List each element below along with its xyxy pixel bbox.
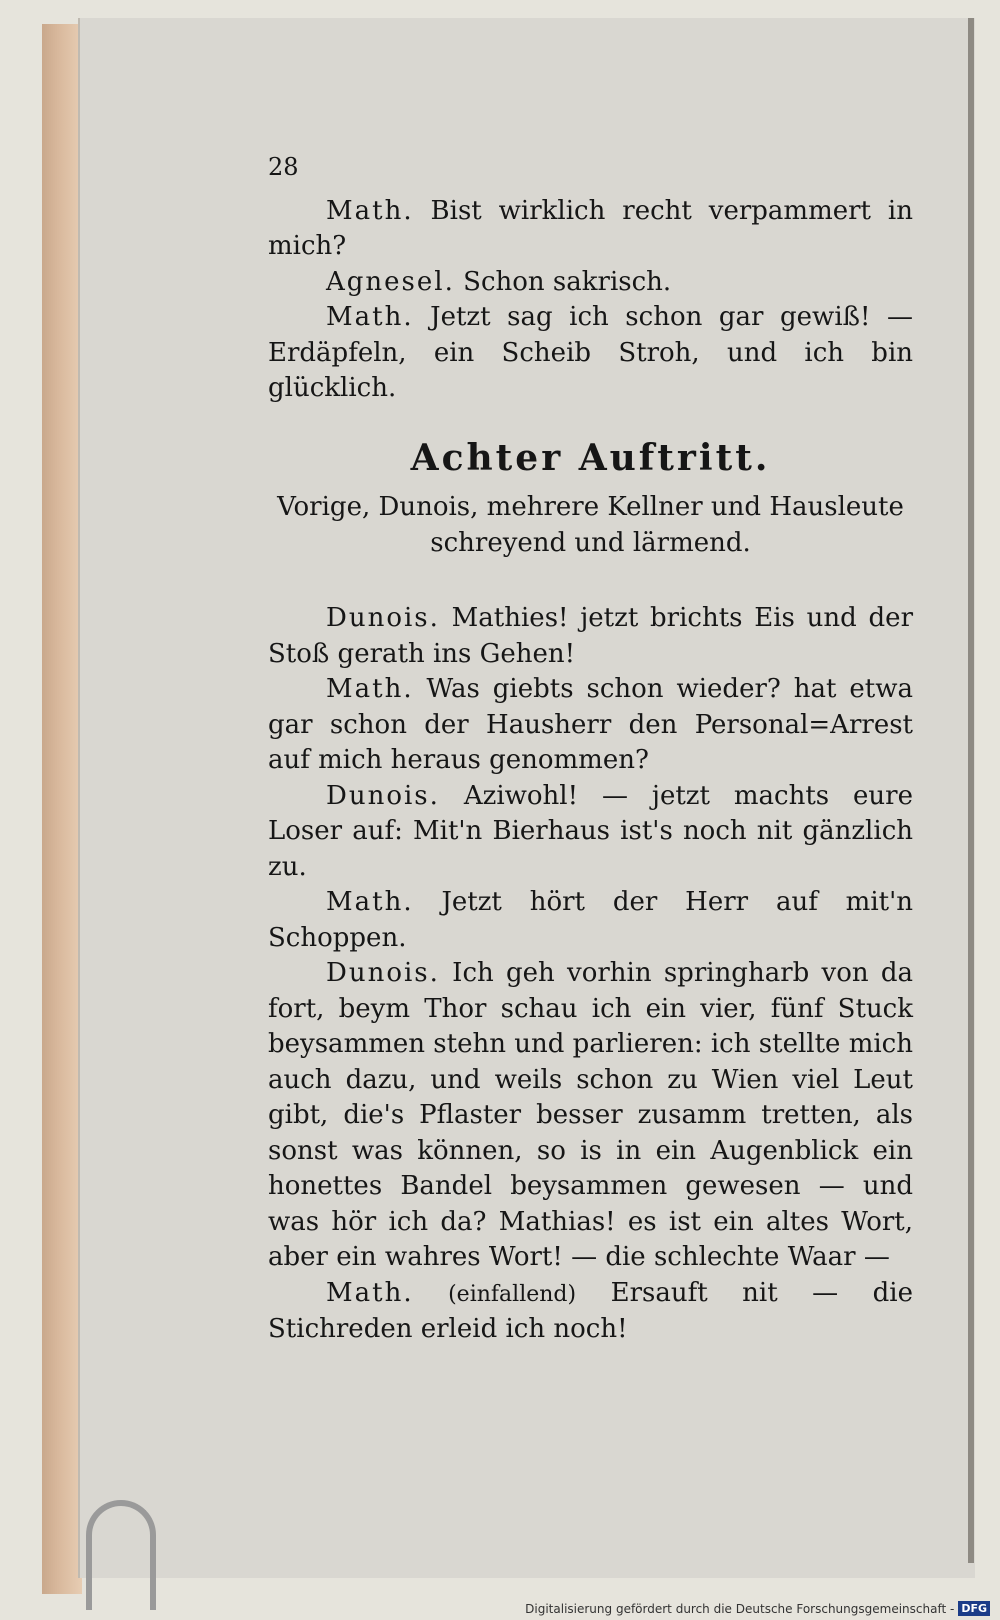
- line-text: Aziwohl! — jetzt machts eure Loser auf: Mit'n Bierhaus ist's noch nit gänzlich zu.: [268, 780, 913, 882]
- scene-title: Achter Auftritt.: [410, 436, 771, 479]
- digitization-credit: [525, 1601, 990, 1616]
- speaker: Dunois.: [326, 780, 440, 811]
- speaker: Math.: [326, 674, 414, 704]
- speaker: Math.: [326, 887, 414, 917]
- line-text: Schon sakrisch.: [454, 266, 672, 297]
- speaker: Dunois.: [326, 958, 440, 988]
- page-stack-edge: [42, 24, 82, 1594]
- page-clip: [86, 1500, 156, 1610]
- line-text: Mathies! jetzt brichts Eis und der Stoß gerath ins Gehen!: [268, 603, 913, 669]
- line-text: Ich geh vorhin springharb von da fort, beym Thor schau ich ein vier, fünf Stuck beysammen stehn und parlieren: ich stellte mich auch dazu, und weils schon zu Wien viel Leut gibt, die's Pflaster besser zusamm tretten, als sonst was können, so is in ein Augenblick ein honettes Bandel beysammen gewesen — und was hör ich da? Mathias! es ist ein altes Wort, aber ein wahres Wort! — die schlechte Waar —: [268, 958, 913, 1272]
- line-text: Bist wirklich recht verpammert in mich?: [268, 195, 913, 261]
- dialogue-line: [268, 1276, 913, 1348]
- line-text: Ersauft nit — die Stichreden erleid ich noch!: [268, 1277, 914, 1344]
- page-number: 28: [268, 153, 299, 181]
- dialogue-line: [268, 601, 913, 672]
- dialogue-line: [268, 672, 913, 779]
- credit-text: Digitalisierung gefördert durch die Deutsche Forschungsgemeinschaft -: [525, 1601, 955, 1616]
- speaker: Dunois.: [326, 603, 440, 633]
- page-text: [268, 150, 913, 1348]
- line-text: Jetzt sag ich schon gar gewiß! — Erdäpfeln, ein Scheib Stroh, und ich bin glücklich.: [268, 302, 913, 403]
- speaker: Math.: [326, 195, 414, 226]
- book-spine: [968, 18, 974, 1563]
- dialogue-line: [268, 779, 913, 886]
- stage-direction: (einfallend): [448, 1281, 577, 1307]
- speaker: Math.: [326, 1277, 414, 1308]
- dialogue-line: [268, 956, 913, 1276]
- line-text: Was giebts schon wieder? hat etwa gar schon der Hausherr den Personal=Arrest auf mich heraus genommen?: [268, 674, 913, 775]
- dialogue-line: [268, 885, 913, 956]
- line-text: Jetzt hört der Herr auf mit'n Schoppen.: [268, 887, 913, 953]
- dialogue-line: [268, 194, 913, 265]
- speaker: Math.: [326, 302, 414, 332]
- speaker: Agnesel.: [326, 266, 455, 297]
- dialogue-line: [268, 265, 913, 301]
- scene-persons: Vorige, Dunois, mehrere Kellner und Hausleute schreyend und lärmend.: [277, 492, 904, 558]
- dfg-logo: DFG: [958, 1601, 990, 1616]
- dialogue-line: [268, 300, 913, 407]
